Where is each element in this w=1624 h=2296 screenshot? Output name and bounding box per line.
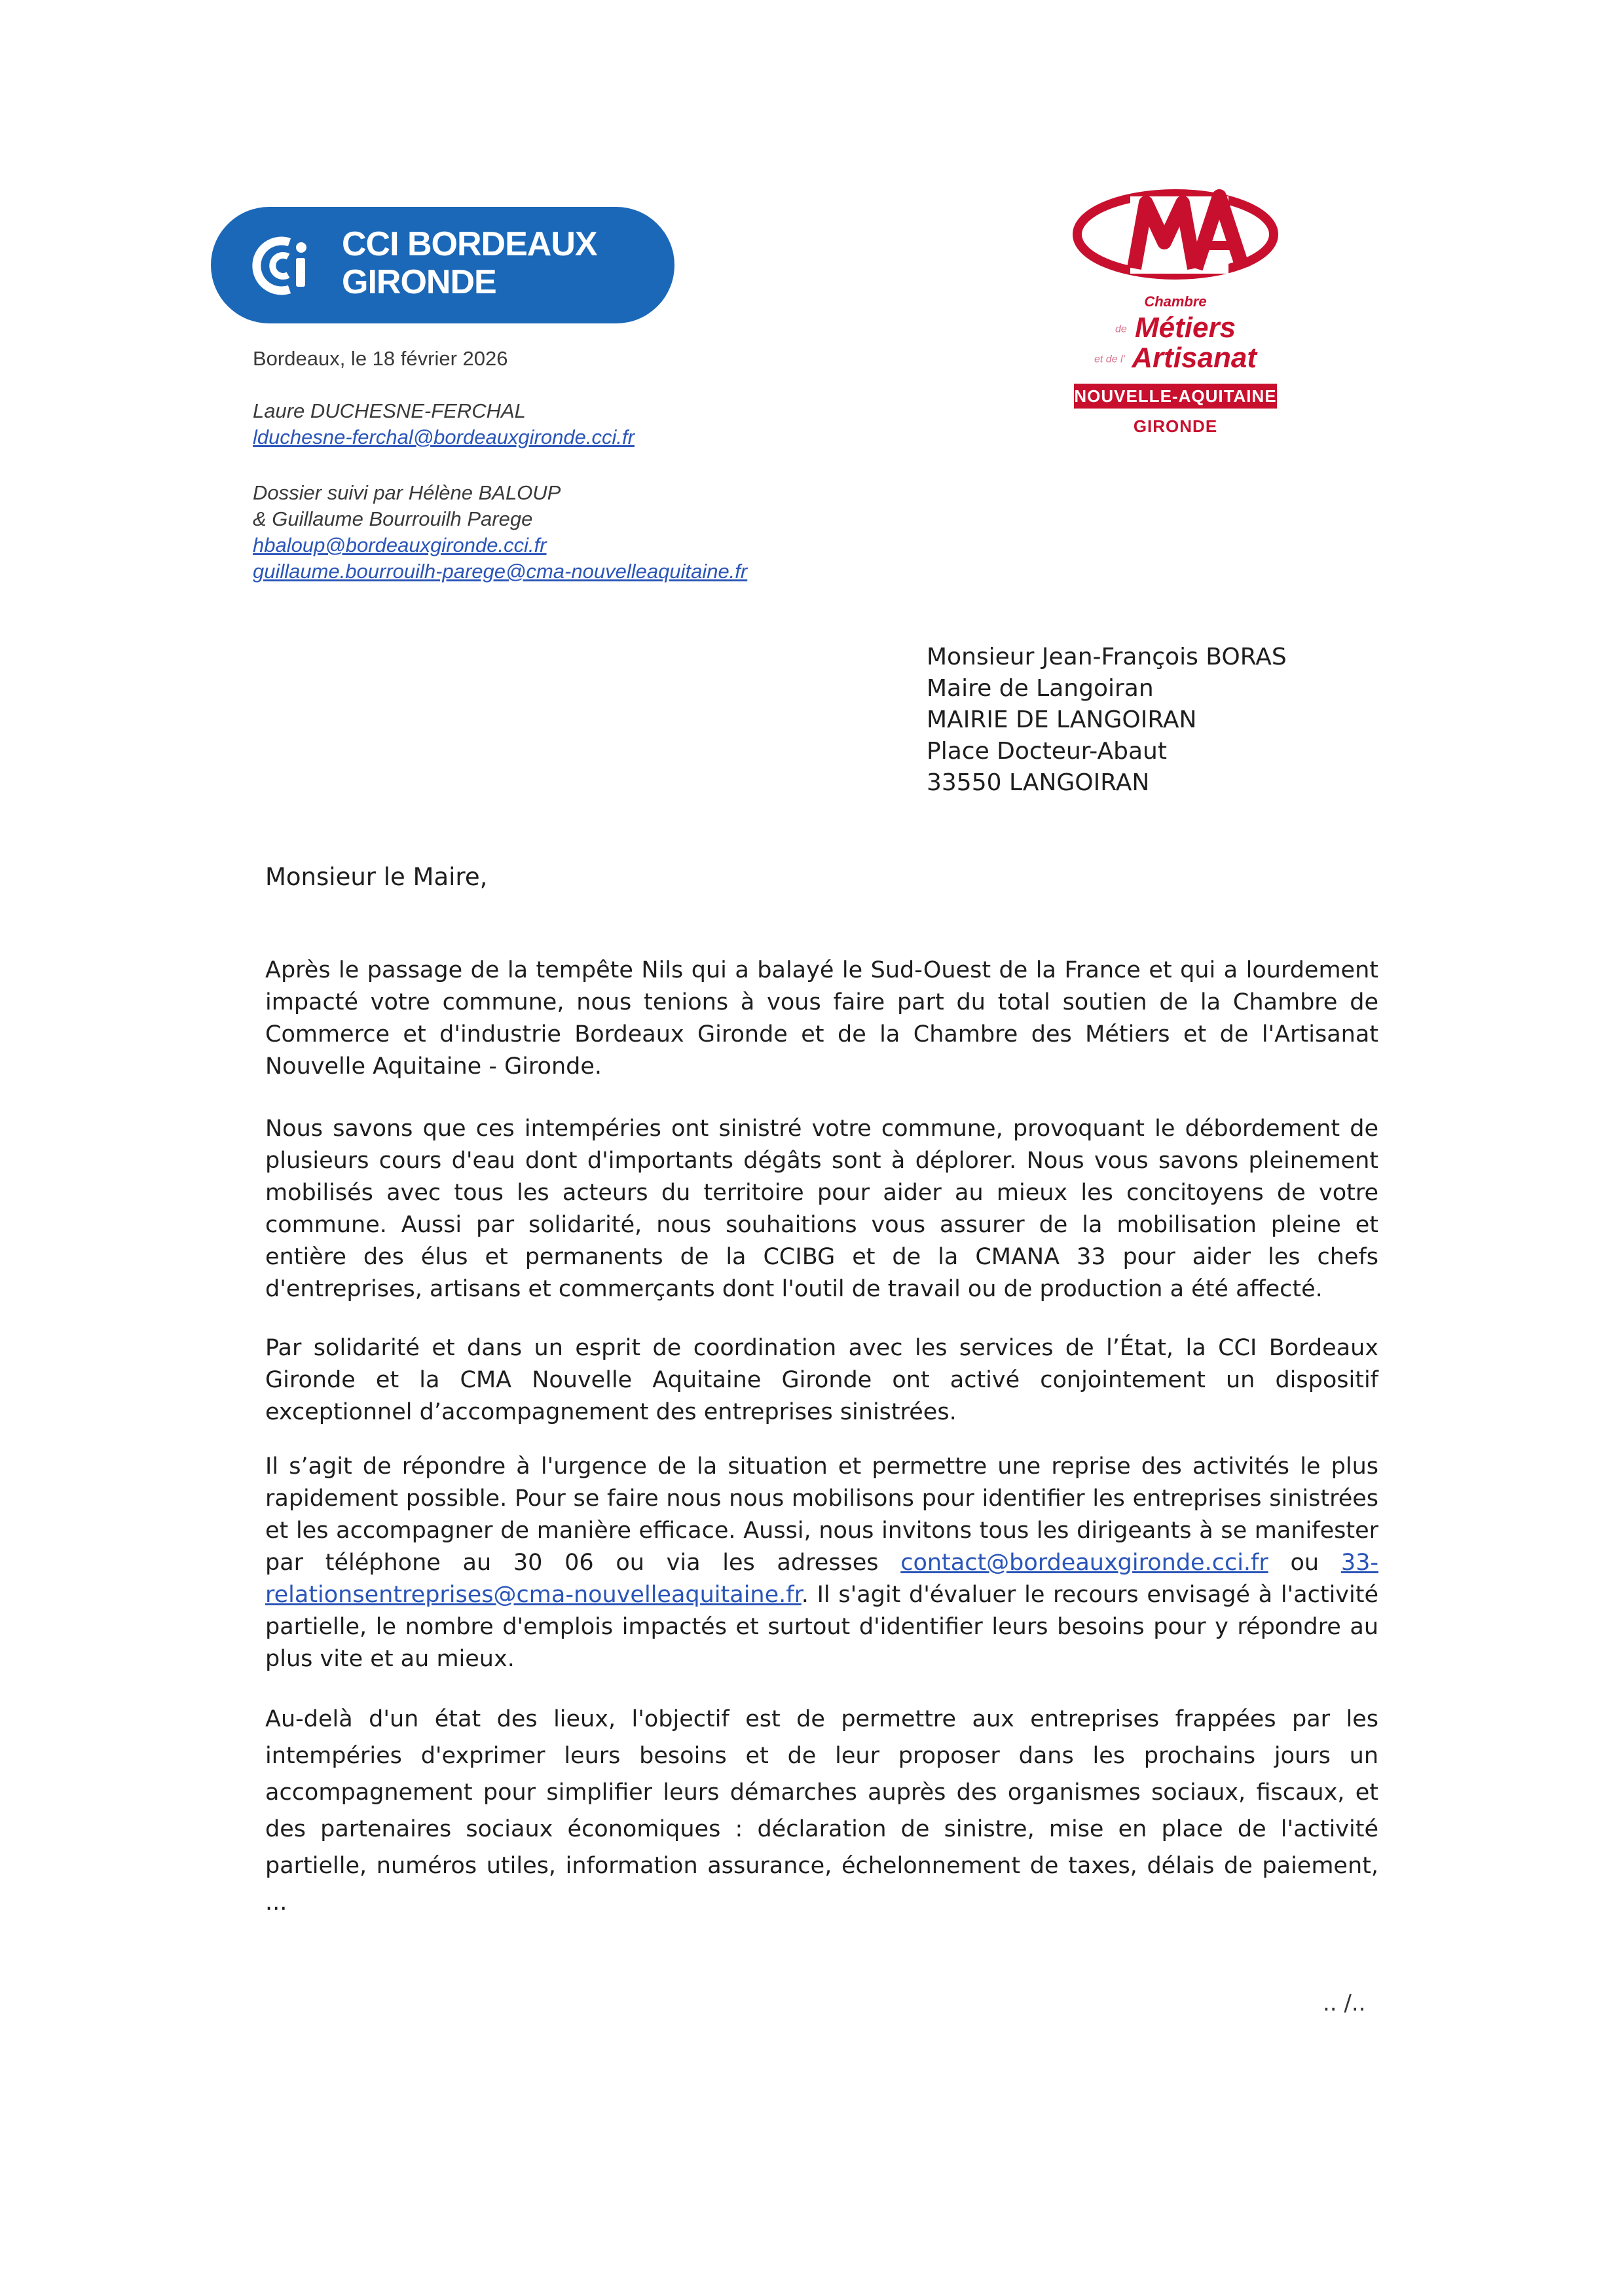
- author-name: Laure DUCHESNE-FERCHAL: [253, 399, 526, 422]
- recipient-line: 33550 LANGOIRAN: [927, 769, 1150, 796]
- cma-region-badge: NOUVELLE-AQUITAINE: [1074, 384, 1277, 409]
- cci-line2: GIRONDE: [342, 263, 496, 301]
- body-paragraph-4: [265, 1451, 1378, 1675]
- cci-wordmark: [342, 225, 597, 301]
- cma-metiers: [1067, 312, 1283, 344]
- salutation: Monsieur le Maire,: [265, 863, 488, 891]
- author-email-link[interactable]: lduchesne-ferchal@bordeauxgironde.cci.fr: [253, 426, 635, 448]
- body-paragraph-3: Par solidarité et dans un esprit de coordination avec les services de l’État, la CCI Bordeaux Gironde et la CMA Nouvelle Aquitaine Gironde ont activé conjointement un dispositif exceptionnel d’accompagnement des entreprises sinistrées.: [265, 1335, 1378, 1425]
- paragraph-4-or: ou: [1290, 1550, 1320, 1576]
- recipient-address: [927, 642, 1287, 799]
- cma-metiers-word: Métiers: [1134, 312, 1236, 344]
- cma-emblem-icon: [1067, 177, 1283, 288]
- recipient-line: MAIRIE DE LANGOIRAN: [927, 706, 1197, 733]
- body-paragraph-2: Nous savons que ces intempéries ont sinistré votre commune, provoquant le débordement de plusieurs cours d'eau dont d'importants dégâts sont à déplorer. Nous vous savons pleinement mobilisés avec tous les acteurs du territoire pour aider au mieux les concitoyens de votre commune. Aussi par solidarité, nous souhaitions vous assurer de la mobilisation pleine et entière des élus et permanents de la CCIBG et de la CMANA 33 pour aider les chefs d'entreprises, artisans et commerçants dont l'outil de travail ou de production a été affecté.: [265, 1116, 1378, 1302]
- followed-by-line-2: & Guillaume Bourrouilh Parege: [253, 507, 533, 530]
- cma-chambre: Chambre: [1144, 293, 1207, 310]
- contact-email-row-2: [253, 558, 747, 585]
- contact-cma-link[interactable]: 33-relationsentreprises@cma-nouvelleaquitaine.fr: [265, 1550, 1378, 1608]
- paragraph-4-text-b: . Il s'agit d'évaluer le recours envisagé à l'activité partielle, le nombre d'emplois impactés et surtout d'identifier leurs besoins pour y répondre au plus vite et au mieux.: [265, 1582, 1378, 1672]
- followed-by-line-1: Dossier suivi par Hélène BALOUP: [253, 481, 561, 504]
- contact-email-link-2[interactable]: guillaume.bourrouilh-parege@cma-nouvelleaquitaine.fr: [253, 560, 748, 583]
- date-line: Bordeaux, le 18 février 2026: [253, 347, 508, 370]
- recipient-line: Monsieur Jean-François BORAS: [927, 644, 1287, 670]
- cma-artisanat-word: Artisanat: [1132, 342, 1257, 374]
- cma-artisanat: [1067, 342, 1283, 374]
- cci-emblem-icon: [251, 233, 317, 299]
- cci-line1: CCI BORDEAUX: [342, 225, 597, 263]
- author-email-row: [253, 424, 635, 450]
- recipient-line: Maire de Langoiran: [927, 675, 1154, 702]
- cma-de: de: [1115, 323, 1127, 335]
- cci-logo: [211, 207, 674, 323]
- cma-et-de-l: et de l': [1094, 354, 1125, 365]
- cma-dept: GIRONDE: [1133, 416, 1218, 436]
- body-paragraph-1: Après le passage de la tempête Nils qui a balayé le Sud-Ouest de la France et qui a lourdement impacté votre commune, nous tenions à vous faire part du total soutien de la Chambre de Commerce et d'industrie Bordeaux Gironde et de la Chambre des Métiers et de l'Artisanat Nouvelle Aquitaine - Gironde.: [265, 957, 1378, 1080]
- recipient-line: Place Docteur-Abaut: [927, 738, 1167, 765]
- body-paragraph-5: Au-delà d'un état des lieux, l'objectif est de permettre aux entreprises frappées par les intempéries d'exprimer leurs besoins et de leur proposer dans les prochains jours un accompagnement pour simplifier leurs démarches auprès des organismes sociaux, fiscaux, et des partenaires sociaux économiques : déclaration de sinistre, mise en place de l'activité partielle, numéros utiles, information assurance, échelonnement de taxes, délais de paiement, ...: [265, 1706, 1378, 1916]
- contact-email-link-1[interactable]: hbaloup@bordeauxgironde.cci.fr: [253, 534, 547, 556]
- paragraph-4-text-a: Il s’agit de répondre à l'urgence de la situation et permettre une reprise des activités le plus rapidement possible. Pour se faire nous nous mobilisons pour identifier les entreprises sinistrées et les accompagner de manière efficace. Aussi, nous invitons tous les dirigeants à se manifester par téléphone au 30 06 ou via les adresses: [265, 1453, 1378, 1576]
- cma-logo: [1067, 177, 1283, 452]
- contact-email-row-1: [253, 532, 547, 558]
- contact-cci-link[interactable]: contact@bordeauxgironde.cci.fr: [900, 1550, 1268, 1576]
- continuation-marker: .. /..: [1323, 1990, 1366, 2016]
